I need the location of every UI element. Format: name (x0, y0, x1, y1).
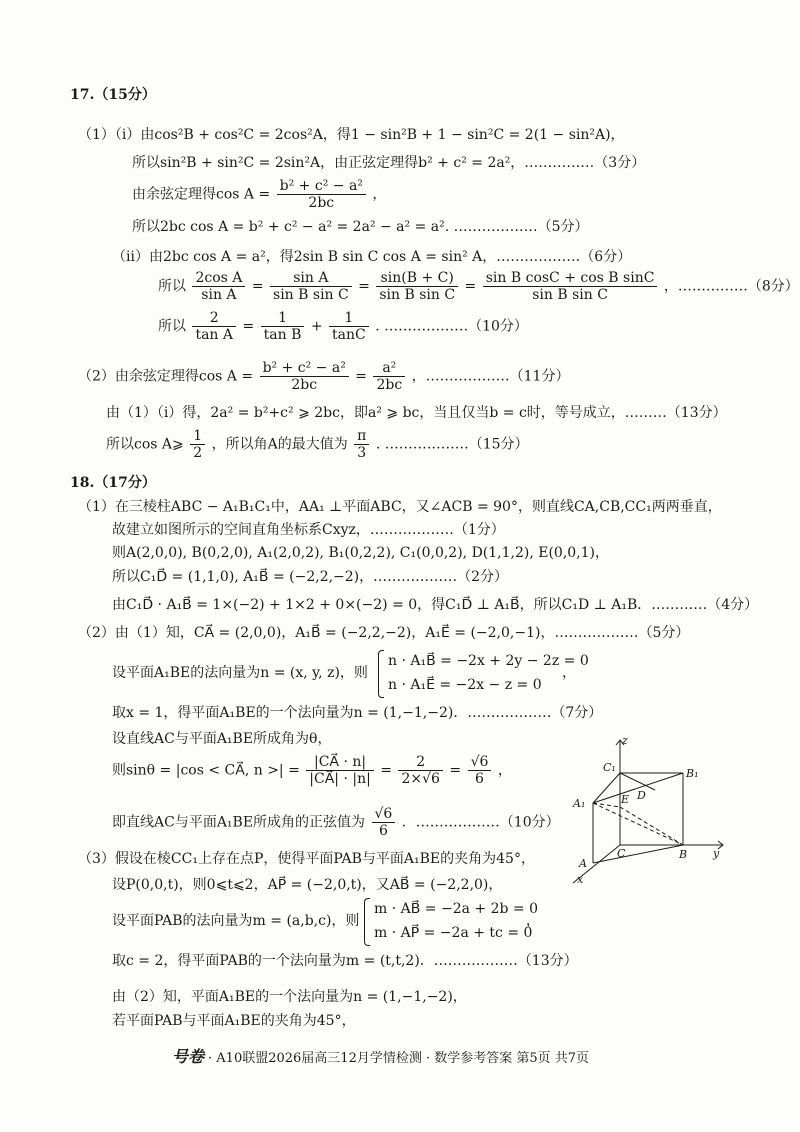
prism-coordinate-figure (565, 735, 730, 885)
text: ， (526, 913, 540, 929)
numerator: √6 (372, 806, 396, 823)
text: ．………………（10分） (401, 814, 560, 831)
label-y: y (713, 847, 720, 860)
segment-c1d (620, 773, 655, 790)
solution-line: 则sinθ = |cos < CA⃗, n >| = $\frac{|CA⃗ \cdot n|}{|CA⃗| \cdot |n|}$ = $\frac{2}{2\times√6}$ = $\frac{√6}{6}$ ， (112, 754, 512, 787)
fraction (192, 270, 245, 303)
label-z: z (622, 735, 628, 747)
text: ， (497, 762, 512, 779)
solution-line: 所以sin²B + sin²C = 2sin²A，由正弦定理得b² + c² = 2a²，……………（3分） (132, 155, 646, 171)
solution-line: （2）由（1）知，CA⃗ = (2,0,0)，A₁B⃗ = (−2,2,−2)，A₁E⃗ = (−2,0,−1)，………………（5分） (78, 625, 690, 641)
solution-line: 由（1）（ⅰ）得，2a² = b²+c² ⩾ 2bc，即a² ⩾ bc，当且仅当b = c时，等号成立，………（13分） (106, 405, 727, 421)
label-b: B (679, 848, 688, 861)
numerator: 1 (329, 310, 369, 327)
solution-line: 由C₁D⃗ · A₁B⃗ = 1×(−2) + 1×2 + 0×(−2) = 0，得C₁D⃗ ⊥ A₁B⃗，所以C₁D ⊥ A₁B．…………（4分） (112, 597, 759, 613)
solution-line: 设平面A₁BE的法向量为n = (x, y, z)，则 (112, 665, 368, 681)
brand-logo: 号卷 (172, 1047, 205, 1066)
solution-line: 设P(0,0,t)，则0⩽t⩽2，AP⃗ = (−2,0,t)，又AB⃗ = (−2,2,0)， (112, 877, 503, 893)
text: ，………………（11分） (411, 368, 570, 385)
label-c1: C₁ (603, 761, 616, 774)
text: 则sinθ = |cos < CA⃗, n >| = (112, 762, 300, 779)
numerator: b² + c² − a² (260, 360, 349, 377)
numerator: √6 (468, 754, 492, 771)
numerator: 2 (398, 754, 442, 771)
solution-line (106, 428, 529, 461)
denominator: tan B (263, 327, 302, 343)
text: ，所以角A的最大值为 (211, 436, 348, 453)
denominator: sin B sin C (273, 287, 349, 303)
text: 即直线AC与平面A₁BE所成角的正弦值为 (112, 814, 366, 831)
numerator: 1 (261, 310, 305, 327)
denominator: sin B sin C (379, 287, 456, 303)
solution-line (132, 178, 386, 211)
system-brace (364, 898, 370, 946)
fraction (376, 270, 458, 303)
segment-a1e (593, 803, 620, 807)
text: 由余弦定理得cos A = (132, 186, 271, 203)
label-a: A (579, 857, 587, 870)
fraction (261, 310, 305, 343)
solution-line: 设平面PAB的法向量为m = (a,b,c)，则 (112, 913, 360, 929)
solution-line: 所以2bc cos A = b² + c² − a² = 2a² − a² = a². ………………（5分） (132, 219, 589, 235)
solution-line: （3）假设在棱CC₁上存在点P，使得平面PAB与平面A₁BE的夹角为45°， (78, 851, 535, 867)
solution-line: 若平面PAB与平面A₁BE的夹角为45°， (112, 1013, 356, 1029)
denominator: tan A (195, 327, 234, 343)
solution-line (112, 806, 560, 839)
numerator: sin A (270, 270, 352, 287)
denominator: |CA⃗| · |n| (309, 771, 371, 787)
equation-system-row: n · A₁B⃗ = −2x + 2y − 2z = 0 (388, 653, 589, 669)
solution-line: 取c = 2，得平面PAB的一个法向量为m = (t,t,2)．………………（13分） (112, 953, 578, 969)
text: 所以 (158, 318, 186, 335)
solution-line: 由（2）知，平面A₁BE的一个法向量为n = (1,−1,−2)， (112, 989, 467, 1005)
segment-a1b (593, 803, 683, 845)
denominator: 6 (378, 823, 388, 839)
text: . ………………（10分） (375, 318, 528, 335)
text: 所以 (158, 278, 186, 295)
fraction (468, 754, 492, 787)
denominator: 2bc (308, 195, 335, 211)
solution-line: 故建立如图所示的空间直角坐标系Cxyz，………………（1分） (112, 522, 505, 538)
system-brace (378, 650, 384, 698)
fraction (192, 310, 236, 343)
fraction (483, 270, 658, 303)
numerator: π (354, 428, 369, 445)
fraction (373, 360, 405, 393)
fraction (306, 754, 374, 787)
denominator: 2 (193, 445, 203, 461)
numerator: a² (373, 360, 405, 377)
numerator: 2cos A (192, 270, 245, 287)
equation-system-row: n · A₁E⃗ = −2x − z = 0 (388, 677, 542, 693)
numerator: |CA⃗ · n| (306, 754, 374, 771)
footer-text: · A10联盟2026届高三12月学情检测 · 数学参考答案 第5页 共7页 (208, 1051, 590, 1066)
problem-18-heading: 18.（17分） (70, 475, 156, 491)
label-e: E (621, 793, 630, 806)
numerator: b² + c² − a² (277, 178, 366, 195)
equation-system-row: m · AB⃗ = −2a + 2b = 0 (374, 901, 538, 917)
denominator: sin A (201, 287, 237, 303)
segment-eb (620, 807, 683, 845)
solution-line: 设直线AC与平面A₁BE所成角为θ， (112, 731, 332, 747)
label-d: D (637, 789, 646, 802)
denominator: 2bc (291, 377, 318, 393)
fraction (329, 310, 369, 343)
fraction (190, 428, 205, 461)
denominator: 6 (475, 771, 484, 787)
page-footer (172, 1044, 589, 1067)
numerator: sin B cosC + cos B sinC (483, 270, 658, 287)
problem-17-heading: 17.（15分） (70, 87, 156, 103)
text: . ………………（15分） (375, 436, 529, 453)
label-b1: B₁ (686, 767, 699, 780)
numerator: sin(B + C) (376, 270, 458, 287)
solution-line: （ⅱ）由2bc cos A = a²，得2sin B sin C cos A = sin² A，………………（6分） (112, 249, 632, 265)
numerator: 1 (190, 428, 205, 445)
numerator: 2 (192, 310, 236, 327)
text: ， (562, 665, 576, 681)
solution-line: （2）由余弦定理得cos A = $\frac{\text{b² + c² − a²}}{2bc}$ = $\frac{\text{a²}}{2bc}$ ，………………（11分） (78, 360, 570, 393)
denominator: 2×√6 (401, 771, 440, 787)
solution-line: 则A(2,0,0), B(0,2,0), A₁(2,0,2), B₁(0,2,2), C₁(0,0,2), D(1,1,2), E(0,0,1)， (112, 545, 610, 561)
denominator: sin B sin C (532, 287, 608, 303)
fraction (372, 806, 396, 839)
text: ， (372, 186, 387, 203)
fraction (398, 754, 442, 787)
solution-line: （1）在三棱柱ABC − A₁B₁C₁中，AA₁ ⊥平面ABC，又∠ACB = 90°，则直线CA,CB,CC₁两两垂直， (78, 499, 722, 515)
fraction (270, 270, 352, 303)
denominator: 3 (357, 445, 367, 461)
fraction (260, 360, 349, 393)
fraction (354, 428, 369, 461)
denominator: 2bc (376, 377, 403, 393)
text: 所以cos A⩾ (106, 436, 184, 453)
solution-line: 所以 $\frac{2}{\text{tan A}}$ = $\frac{1}{\text{tan B}}$ + $\frac{1}{\tan C}$ . ………………（10分） (158, 310, 528, 343)
equation-system-row: m · AP⃗ = −2a + tc = 0 (374, 925, 533, 941)
edge-ab (593, 845, 683, 863)
text: ，……………（8分） (663, 278, 799, 295)
label-a1: A₁ (573, 797, 586, 810)
solution-line: 取x = 1，得平面A₁BE的一个法向量为n = (1,−1,−2)．………………（7分） (112, 705, 603, 721)
solution-line: 所以 $\frac{\text{2cos A}}{\text{sin A}}$ = $\frac{\text{sin A}}{\text{sin B sin C}}$ = $\frac{\sin(B + C)}{\text{sin B sin C}}$ = $\frac{\text{sin B cosC + cos B sinC}}{\text{sin B sin C}}$ ，……………（8分） (158, 270, 799, 303)
label-c: C (617, 847, 626, 860)
text: （2）由余弦定理得cos A = (78, 368, 254, 385)
label-x: x (577, 873, 584, 885)
fraction (277, 178, 366, 211)
solution-line: （1）（ⅰ）由cos²B + cos²C = 2cos²A，得1 − sin²B + 1 − sin²C = 2(1 − sin²A)， (78, 127, 625, 143)
solution-line: 所以C₁D⃗ = (1,1,0), A₁B⃗ = (−2,2,−2)，………………（2分） (112, 569, 509, 585)
denominator: tanC (332, 327, 366, 343)
